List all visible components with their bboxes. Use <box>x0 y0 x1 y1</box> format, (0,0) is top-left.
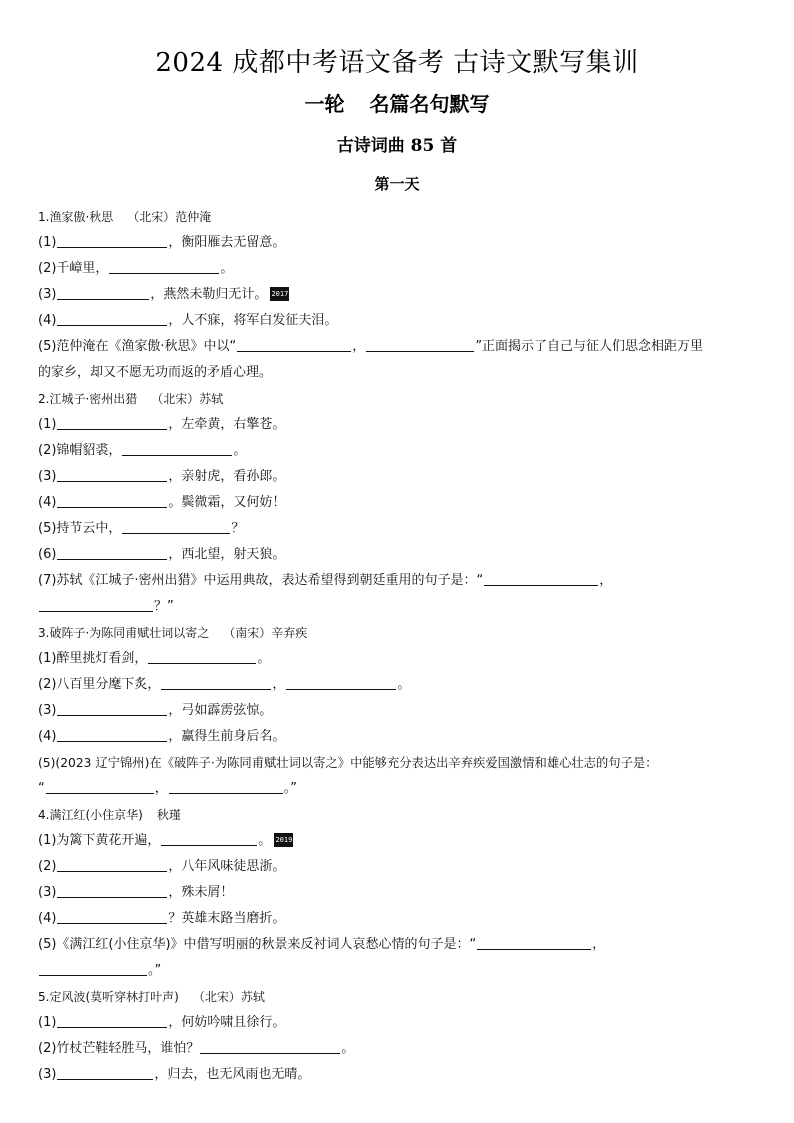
question-line <box>38 906 760 932</box>
question-line <box>38 308 760 334</box>
poem-heading <box>38 620 760 646</box>
answer-blank[interactable] <box>57 1064 153 1080</box>
question-text: ，何妨吟啸且徐行。 <box>168 1015 286 1030</box>
answer-blank[interactable] <box>366 336 474 352</box>
question-text: (2)八百里分麾下炙， <box>38 677 161 692</box>
question-line <box>38 724 760 750</box>
question-text: 。鬓微霜，又何妨！ <box>168 495 286 510</box>
answer-blank[interactable] <box>477 934 591 950</box>
page-subtitle: 一轮 名篇名句默写 <box>304 92 490 116</box>
question-text: (4) <box>38 911 57 926</box>
question-text: (2)锦帽貂裘， <box>38 443 122 458</box>
question-text: 。” <box>148 963 162 978</box>
question-line <box>38 1062 760 1088</box>
answer-blank[interactable] <box>57 466 167 482</box>
question-line <box>38 932 760 958</box>
answer-blank[interactable] <box>57 726 167 742</box>
question-text: ，西北望，射天狼。 <box>168 547 286 562</box>
question-line: (5)(2023 辽宁锦州)在《破阵子·为陈同甫赋壮词以寄之》中能够充分表达出辛弃疾爱国激情和雄心壮志的句子是： <box>38 756 658 770</box>
question-line <box>38 412 760 438</box>
question-text: 。” <box>283 781 298 796</box>
question-text: (6) <box>38 547 57 562</box>
question-line <box>38 256 760 282</box>
question-text: (3) <box>38 885 57 900</box>
question-text: ， <box>272 677 286 692</box>
question-text: （南宋）辛弃疾 <box>223 626 308 640</box>
question-text: 2.江城子·密州出猎 <box>38 392 138 406</box>
question-text: ， <box>592 937 606 952</box>
question-line <box>38 230 760 256</box>
answer-blank[interactable] <box>122 440 232 456</box>
question-line <box>38 854 760 880</box>
question-line <box>38 542 760 568</box>
question-text: 。 <box>257 651 271 666</box>
question-text: ，殊未屑！ <box>168 885 234 900</box>
answer-blank[interactable] <box>57 700 167 716</box>
question-text: 3.破阵子·为陈同甫赋壮词以寄之 <box>38 626 210 640</box>
question-text: (2) <box>38 859 57 874</box>
question-text: “ <box>38 781 45 796</box>
question-text: (5)范仲淹在《渔家傲·秋思》中以“ <box>38 339 237 354</box>
answer-blank[interactable] <box>169 778 283 794</box>
question-line-cont: 的家乡，却又不愿无功而返的矛盾心理。 <box>38 365 273 380</box>
question-text: (3) <box>38 703 57 718</box>
answer-blank[interactable] <box>484 570 598 586</box>
answer-blank[interactable] <box>46 778 154 794</box>
question-text: (5)持节云中， <box>38 521 122 536</box>
question-text: (1)为篱下黄花开遍， <box>38 833 161 848</box>
question-text: ？” <box>154 599 174 614</box>
answer-blank[interactable] <box>57 492 167 508</box>
answer-blank[interactable] <box>57 284 149 300</box>
question-text: ，八年风味徒思浙。 <box>168 859 286 874</box>
question-text: ，衡阳雁去无留意。 <box>168 235 286 250</box>
answer-blank[interactable] <box>39 596 153 612</box>
answer-blank[interactable] <box>109 258 219 274</box>
question-line <box>38 646 760 672</box>
question-text: ， <box>154 781 168 796</box>
question-line <box>38 1036 760 1062</box>
poem-list <box>38 204 760 1088</box>
answer-blank[interactable] <box>122 518 230 534</box>
question-text: ， <box>352 339 366 354</box>
question-text: (3) <box>38 287 57 302</box>
question-text: 1.渔家傲·秋思 <box>38 210 114 224</box>
day-label: 第一天 <box>374 175 420 193</box>
question-text: (1)醉里挑灯看剑， <box>38 651 148 666</box>
question-line <box>38 334 760 360</box>
question-line-cont <box>38 958 760 984</box>
question-line <box>38 828 760 854</box>
answer-blank[interactable] <box>57 232 167 248</box>
question-text: ，人不寐，将军白发征夫泪。 <box>168 313 338 328</box>
answer-blank[interactable] <box>57 856 167 872</box>
question-line <box>38 516 760 542</box>
answer-blank[interactable] <box>57 414 167 430</box>
answer-blank[interactable] <box>57 908 167 924</box>
question-text: ，弓如霹雳弦惊。 <box>168 703 273 718</box>
question-text: (5)《满江红(小住京华)》中借写明丽的秋景来反衬词人哀愁心情的句子是：“ <box>38 937 477 952</box>
question-text: （北宋）苏轼 <box>151 392 224 406</box>
answer-blank[interactable] <box>286 674 396 690</box>
year-badge: 2017 <box>270 287 289 301</box>
answer-blank[interactable] <box>57 544 167 560</box>
question-line <box>38 1010 760 1036</box>
question-text: (4) <box>38 313 57 328</box>
year-badge: 2019 <box>274 833 293 847</box>
question-line <box>38 282 760 308</box>
question-line <box>38 438 760 464</box>
question-text: (7)苏轼《江城子·密州出猎》中运用典故，表达希望得到朝廷重用的句子是：“ <box>38 573 484 588</box>
answer-blank[interactable] <box>148 648 256 664</box>
answer-blank[interactable] <box>161 674 271 690</box>
question-text: (1) <box>38 1015 57 1030</box>
poem-heading <box>38 386 760 412</box>
answer-blank[interactable] <box>39 960 147 976</box>
question-text: （北宋）范仲淹 <box>127 210 212 224</box>
question-text: 。 <box>258 833 272 848</box>
question-text: 。 <box>220 261 234 276</box>
question-text: ，左牵黄，右擎苍。 <box>168 417 286 432</box>
question-text: 秋瑾 <box>156 808 181 822</box>
answer-blank[interactable] <box>161 830 257 846</box>
question-text: (3) <box>38 1067 57 1082</box>
question-text: (4) <box>38 729 57 744</box>
question-text: ？ <box>231 521 245 536</box>
question-line <box>38 672 760 698</box>
answer-blank[interactable] <box>200 1038 340 1054</box>
question-text: ，归去，也无风雨也无晴。 <box>154 1067 311 1082</box>
question-text: (3) <box>38 469 57 484</box>
question-text: ， <box>599 573 613 588</box>
question-text: 。 <box>397 677 411 692</box>
poem-heading <box>38 204 760 230</box>
question-text: ，赢得生前身后名。 <box>168 729 286 744</box>
question-text: ”正面揭示了自己与征人们思念相距万里 <box>475 339 704 354</box>
question-text: 5.定风波(莫听穿林打叶声) <box>38 990 179 1004</box>
question-text: (1) <box>38 235 57 250</box>
question-text: (1) <box>38 417 57 432</box>
question-line <box>38 880 760 906</box>
question-text: (2)千嶂里， <box>38 261 109 276</box>
page-title: 2024 成都中考语文备考 古诗文默写集训 <box>155 48 639 78</box>
question-line-cont <box>38 594 760 620</box>
question-text: (2)竹杖芒鞋轻胜马，谁怕？ <box>38 1041 200 1056</box>
poem-heading <box>38 802 760 828</box>
answer-blank[interactable] <box>57 310 167 326</box>
question-text: 。 <box>341 1041 355 1056</box>
question-text: 4.满江红(小住京华) <box>38 808 143 822</box>
question-text: ，亲射虎，看孙郎。 <box>168 469 286 484</box>
section-title: 古诗词曲 85 首 <box>336 136 458 156</box>
question-text: （北宋）苏轼 <box>192 990 265 1004</box>
answer-blank[interactable] <box>57 882 167 898</box>
answer-blank[interactable] <box>57 1012 167 1028</box>
question-line <box>38 698 760 724</box>
question-text: 。 <box>233 443 247 458</box>
question-line <box>38 464 760 490</box>
poem-heading <box>38 984 760 1010</box>
question-text: ？英雄末路当磨折。 <box>168 911 286 926</box>
question-line <box>38 490 760 516</box>
question-text: ，燕然未勒归无计。 <box>150 287 268 302</box>
question-text: (4) <box>38 495 57 510</box>
question-line <box>38 568 760 594</box>
question-line-cont <box>38 776 760 802</box>
answer-blank[interactable] <box>237 336 351 352</box>
